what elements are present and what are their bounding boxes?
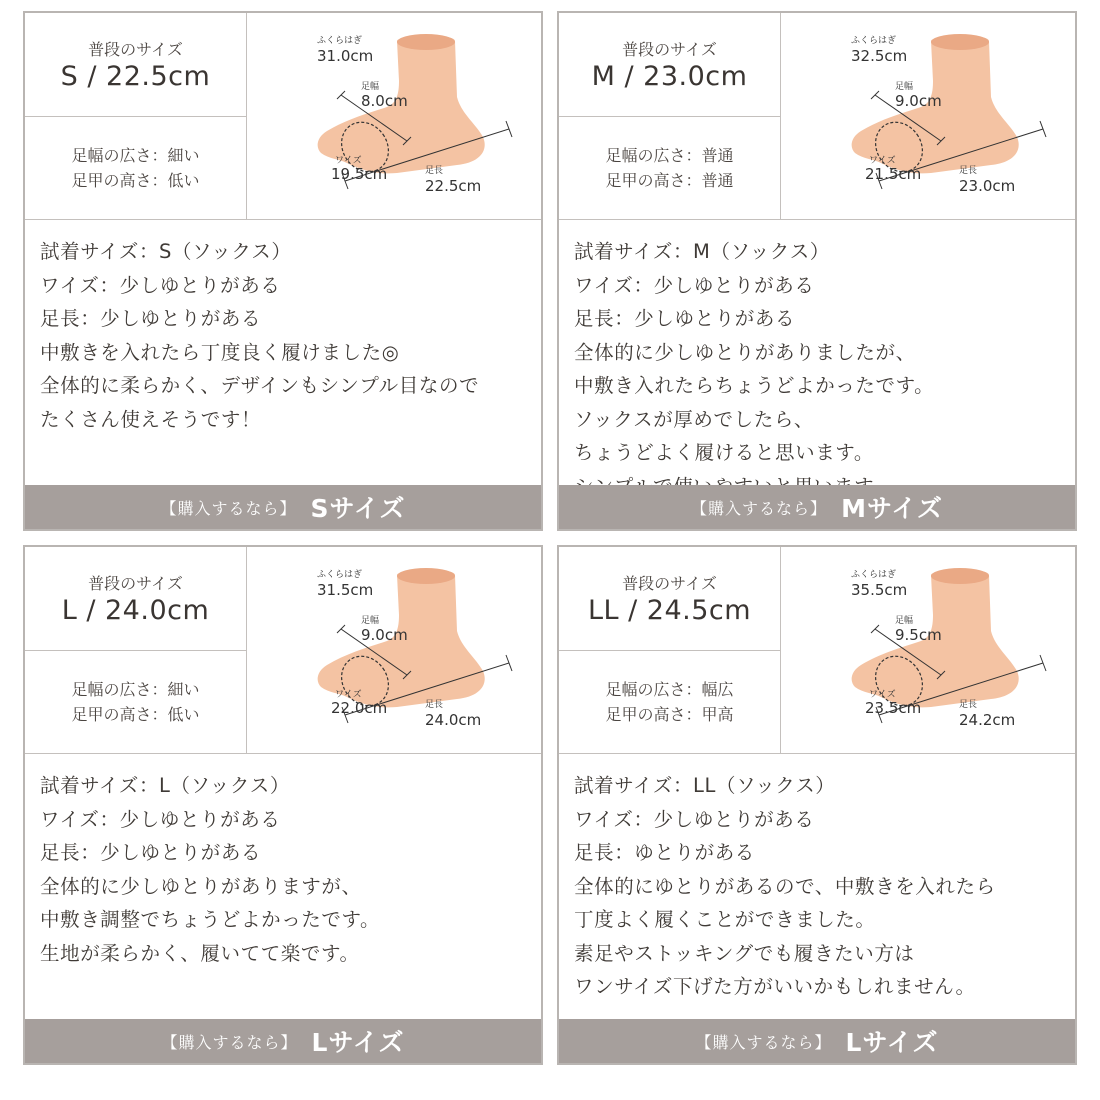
foot-diagram (781, 547, 1075, 753)
review-line: 素足やストッキングでも履きたい方は (574, 941, 915, 965)
foot-width-trait: 足幅の広さ：細い (71, 680, 200, 699)
recommendation-prefix: 【購入するなら】 (691, 498, 828, 518)
wise-value: 19.5cm (331, 165, 388, 183)
width-value: 9.0cm (895, 92, 942, 110)
review-comments (574, 235, 1074, 503)
width-label: 足幅 (361, 616, 380, 626)
calf-label: ふくらはぎ (851, 36, 897, 46)
review-line: 試着サイズ：L（ソックス） (40, 774, 290, 797)
wise-label: ワイズ (335, 690, 362, 700)
recommendation-prefix: 【購入するなら】 (160, 498, 297, 518)
review-line: 試着サイズ：M（ソックス） (574, 240, 830, 263)
recommended-size: Mサイズ (841, 494, 943, 523)
profile-column (25, 13, 247, 219)
width-value: 8.0cm (361, 92, 408, 110)
review-line: 生地が柔らかく、履いてて楽です。 (40, 941, 360, 965)
usual-size-box (25, 547, 246, 651)
usual-size-box (559, 13, 780, 117)
recommendation-bar (25, 485, 541, 529)
calf-value: 35.5cm (851, 581, 908, 599)
length-value: 22.5cm (425, 177, 482, 195)
foot-diagram (247, 13, 541, 219)
calf-value: 32.5cm (851, 47, 908, 65)
recommendation-prefix: 【購入するなら】 (161, 1032, 298, 1052)
review-line: 試着サイズ：S（ソックス） (40, 240, 292, 263)
recommendation-bar (559, 485, 1075, 529)
recommendation-bar (25, 1019, 541, 1063)
width-label: 足幅 (895, 616, 914, 626)
foot-illustration (781, 13, 1075, 219)
length-label: 足長 (959, 700, 978, 710)
calf-label: ふくらはぎ (317, 570, 363, 580)
width-value: 9.5cm (895, 626, 942, 644)
length-value: 24.2cm (959, 711, 1016, 729)
usual-size-value: M / 23.0cm (591, 61, 748, 92)
calf-value: 31.5cm (317, 581, 374, 599)
review-line: たくさん使えそうです！ (40, 407, 262, 431)
usual-size-value: LL / 24.5cm (587, 595, 752, 626)
width-label: 足幅 (895, 82, 914, 92)
review-line: 足長：少しゆとりがある (40, 307, 262, 330)
recommendation-prefix: 【購入するなら】 (695, 1032, 832, 1052)
usual-size-value: L / 24.0cm (61, 595, 210, 626)
size-card (557, 545, 1077, 1065)
review-line: ソックスが厚めでしたら、 (574, 407, 815, 431)
recommended-size: Sサイズ (310, 494, 406, 523)
instep-height-trait: 足甲の高さ：甲高 (605, 705, 734, 724)
usual-size-label: 普段のサイズ (622, 574, 717, 593)
review-comments (40, 235, 540, 436)
calf-opening (397, 568, 455, 584)
instep-height-trait: 足甲の高さ：普通 (605, 171, 734, 190)
size-card (23, 11, 543, 531)
wise-label: ワイズ (335, 156, 362, 166)
calf-label: ふくらはぎ (851, 570, 897, 580)
foot-traits (559, 651, 780, 753)
size-card (557, 11, 1077, 531)
length-label: 足長 (425, 166, 444, 176)
review-line: ワイズ：少しゆとりがある (40, 807, 281, 831)
foot-diagram (247, 547, 541, 753)
review-comments (40, 769, 540, 970)
usual-size-label: 普段のサイズ (88, 574, 183, 593)
review-line: ワイズ：少しゆとりがある (40, 273, 281, 297)
profile-column (25, 547, 247, 753)
foot-illustration (247, 547, 541, 753)
instep-height-trait: 足甲の高さ：低い (71, 705, 200, 724)
review-line: 中敷き入れたらちょうどよかったです。 (574, 374, 935, 397)
size-card (23, 545, 543, 1065)
review-line: ちょうどよく履けると思います。 (574, 441, 874, 464)
calf-opening (931, 34, 989, 50)
review-line: 全体的にゆとりがあるので、中敷きを入れたら (574, 874, 996, 898)
usual-size-box (25, 13, 246, 117)
foot-diagram (781, 13, 1075, 219)
review-line: 全体的に少しゆとりがありますが、 (40, 874, 362, 898)
review-comments (574, 769, 1074, 1004)
profile-column (559, 547, 781, 753)
width-label: 足幅 (361, 82, 380, 92)
instep-height-trait: 足甲の高さ：低い (71, 171, 200, 190)
foot-width-trait: 足幅の広さ：普通 (605, 146, 734, 165)
review-line: 足長：少しゆとりがある (40, 841, 262, 864)
usual-size-value: S / 22.5cm (60, 61, 211, 92)
calf-opening (397, 34, 455, 50)
review-line: 試着サイズ：LL（ソックス） (574, 774, 836, 797)
wise-value: 23.5cm (865, 699, 922, 717)
review-line: 全体的に柔らかく、デザインもシンプル目なので (40, 374, 480, 397)
profile-column (559, 13, 781, 219)
review-line: ワイズ：少しゆとりがある (574, 807, 815, 831)
foot-width-trait: 足幅の広さ：細い (71, 146, 200, 165)
usual-size-label: 普段のサイズ (622, 40, 717, 59)
foot-width-trait: 足幅の広さ：幅広 (605, 680, 734, 699)
card-header (559, 547, 1075, 754)
wise-value: 22.0cm (331, 699, 388, 717)
card-header (25, 13, 541, 220)
recommendation-bar (559, 1019, 1075, 1063)
wise-value: 21.5cm (865, 165, 922, 183)
foot-traits (25, 651, 246, 753)
foot-illustration (781, 547, 1075, 753)
length-label: 足長 (425, 700, 444, 710)
recommended-size: Lサイズ (845, 1028, 939, 1057)
review-line: 丁度よく履くことができました。 (574, 908, 876, 931)
length-value: 24.0cm (425, 711, 482, 729)
review-line: 中敷き調整でちょうどよかったです。 (40, 908, 381, 931)
calf-value: 31.0cm (317, 47, 374, 65)
review-line: ワンサイズ下げた方がいいかもしれません。 (574, 975, 976, 998)
review-line: ワイズ：少しゆとりがある (574, 273, 815, 297)
calf-label: ふくらはぎ (317, 36, 363, 46)
review-line: 全体的に少しゆとりがありましたが、 (574, 340, 916, 364)
wise-label: ワイズ (869, 690, 896, 700)
length-value: 23.0cm (959, 177, 1016, 195)
review-line: 足長：少しゆとりがある (574, 307, 796, 330)
foot-illustration (247, 13, 541, 219)
card-header (559, 13, 1075, 220)
length-label: 足長 (959, 166, 978, 176)
recommended-size: Lサイズ (311, 1028, 405, 1057)
foot-traits (25, 117, 246, 219)
card-header (25, 547, 541, 754)
review-line: 足長：ゆとりがある (574, 841, 755, 864)
foot-traits (559, 117, 780, 219)
usual-size-box (559, 547, 780, 651)
calf-opening (931, 568, 989, 584)
usual-size-label: 普段のサイズ (88, 40, 183, 59)
review-line: 中敷きを入れたら丁度良く履けました◎ (40, 340, 400, 364)
width-value: 9.0cm (361, 626, 408, 644)
wise-label: ワイズ (869, 156, 896, 166)
